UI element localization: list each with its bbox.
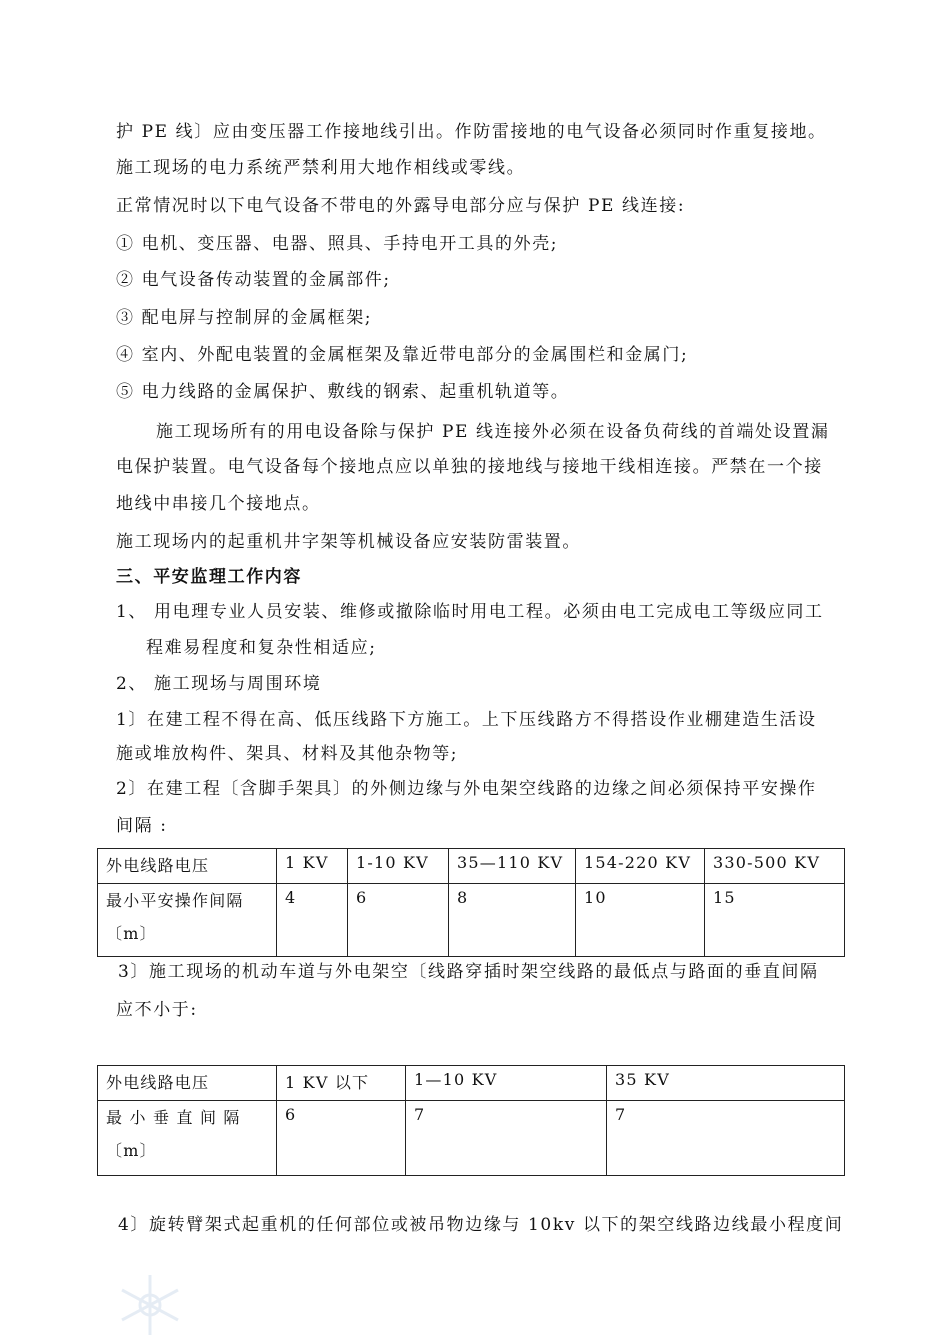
- clearance-table-operation: [97, 848, 845, 957]
- clearance-table-vertical: [97, 1065, 845, 1176]
- table-header-cell: 330-500 KV: [705, 849, 845, 884]
- paragraph-line: 2〕在建工程〔含脚手架具〕的外侧边缘与外电架空线路的边缘之间必须保持平安操作: [116, 779, 817, 799]
- table-header-cell: 1-10 KV: [348, 849, 449, 884]
- table-cell: 15: [705, 884, 845, 957]
- table-header-cell: 外电线路电压: [98, 1066, 277, 1101]
- snowflake-watermark-icon: [110, 1270, 190, 1340]
- table-header-cell: 1—10 KV: [406, 1066, 607, 1101]
- table-row-label: [98, 1101, 277, 1176]
- table-header-cell: 35 KV: [607, 1066, 845, 1101]
- table-row-label: [98, 884, 277, 957]
- table-cell: 10: [576, 884, 705, 957]
- paragraph-line: 间隔 :: [116, 816, 168, 836]
- paragraph-line: 施工现场内的起重机井字架等机械设备应安装防雷装置。: [116, 532, 581, 552]
- table-cell: 6: [348, 884, 449, 957]
- table-cell: 7: [406, 1101, 607, 1176]
- list-item: ① 电机、变压器、电器、照具、手持电开工具的外壳;: [116, 234, 559, 254]
- list-item: ⑤ 电力线路的金属保护、敷线的钢索、起重机轨道等。: [116, 382, 570, 402]
- table-row: [98, 884, 845, 957]
- paragraph-line: 电保护装置。电气设备每个接地点应以单独的接地线与接地干线相连接。严禁在一个接: [116, 457, 823, 477]
- table-row-label-line: 最小平安操作间隔: [106, 891, 244, 910]
- paragraph-line: 1〕在建工程不得在高、低压线路下方施工。上下压线路方不得搭设作业棚建造生活设: [116, 710, 817, 730]
- list-item: 2、 施工现场与周围环境: [116, 674, 322, 694]
- paragraph-line: 3〕施工现场的机动车道与外电架空〔线路穿插时架空线路的最低点与路面的垂直间隔: [118, 962, 819, 982]
- table-cell: 7: [607, 1101, 845, 1176]
- list-item: ② 电气设备传动装置的金属部件;: [116, 270, 391, 290]
- paragraph-line: 施工现场所有的用电设备除与保护 PE 线连接外必须在设备负荷线的首端处设置漏: [156, 422, 830, 442]
- paragraph-line: 护 PE 线〕应由变压器工作接地线引出。作防雷接地的电气设备必须同时作重复接地。: [116, 122, 827, 142]
- list-item: ④ 室内、外配电装置的金属框架及靠近带电部分的金属围栏和金属门;: [116, 345, 689, 365]
- paragraph-line: 应不小于:: [116, 1000, 198, 1020]
- table-row: [98, 849, 845, 884]
- section-heading: 三、平安监理工作内容: [116, 567, 302, 587]
- table-row-label-unit: 〔m〕: [106, 924, 157, 943]
- table-header-cell: 154-220 KV: [576, 849, 705, 884]
- table-row: [98, 1101, 845, 1176]
- table-cell: 8: [449, 884, 576, 957]
- table-row-label-line: 最 小 垂 直 间 隔: [106, 1108, 241, 1127]
- paragraph-line: 4〕旋转臂架式起重机的任何部位或被吊物边缘与 10kv 以下的架空线路边线最小程度间: [118, 1215, 844, 1235]
- table-row: [98, 1066, 845, 1101]
- table-header-cell: 外电线路电压: [98, 849, 277, 884]
- list-item: ③ 配电屏与控制屏的金属框架;: [116, 308, 373, 328]
- paragraph-line: 正常情况时以下电气设备不带电的外露导电部分应与保护 PE 线连接:: [116, 196, 686, 216]
- table-header-cell: 35—110 KV: [449, 849, 576, 884]
- list-item-continuation: 程难易程度和复杂性相适应;: [146, 638, 377, 658]
- paragraph-line: 施或堆放构件、架具、材料及其他杂物等;: [116, 744, 459, 764]
- list-item: 1、 用电理专业人员安装、维修或撤除临时用电工程。必须由电工完成电工等级应同工: [116, 602, 824, 622]
- table-row-label-unit: 〔m〕: [106, 1141, 157, 1160]
- table-cell: 6: [277, 1101, 406, 1176]
- table-header-cell: 1 KV 以下: [277, 1066, 406, 1101]
- table-header-cell: 1 KV: [277, 849, 348, 884]
- paragraph-line: 地线中串接几个接地点。: [116, 494, 321, 514]
- paragraph-line: 施工现场的电力系统严禁利用大地作相线或零线。: [116, 158, 526, 178]
- table-cell: 4: [277, 884, 348, 957]
